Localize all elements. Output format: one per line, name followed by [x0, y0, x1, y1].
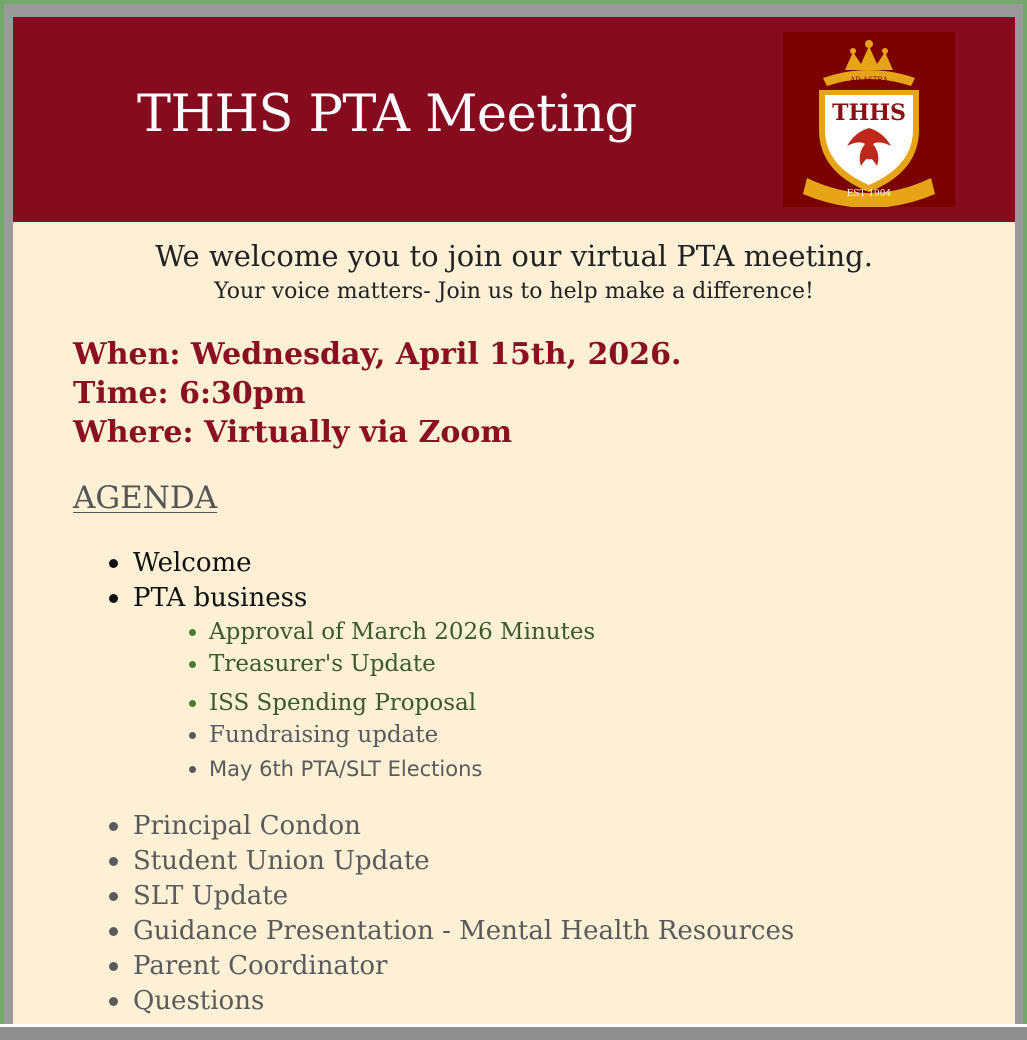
agenda-item-parent-coordinator: Parent Coordinator	[133, 951, 388, 981]
agenda-item-pta-business: PTA business	[133, 583, 308, 613]
agenda-item-principal: Principal Condon	[133, 811, 361, 841]
crest-motto: AD ASTRA	[850, 76, 888, 84]
crest-letters: THHS	[832, 100, 906, 126]
crest-banner: EST 1904	[846, 189, 892, 199]
sub-item-elections: May 6th PTA/SLT Elections	[209, 757, 483, 781]
sub-item-treasurer: Treasurer's Update	[209, 651, 436, 677]
meeting-when: When: Wednesday, April 15th, 2026.	[73, 337, 682, 372]
agenda-item-guidance: Guidance Presentation - Mental Health Resources	[133, 916, 795, 946]
bottom-edge	[0, 1024, 1027, 1040]
school-crest-icon	[783, 32, 955, 207]
sub-item-minutes: Approval of March 2026 Minutes	[209, 619, 596, 645]
agenda-item-student-union: Student Union Update	[133, 846, 430, 876]
page-title: THHS PTA Meeting	[137, 85, 637, 144]
meeting-details	[73, 335, 681, 452]
flyer-card	[13, 17, 1015, 1027]
agenda-item-questions: Questions	[133, 986, 265, 1016]
sub-item-fundraising: Fundraising update	[209, 722, 439, 748]
meeting-time: Time: 6:30pm	[73, 376, 306, 411]
meeting-where: Where: Virtually via Zoom	[73, 415, 513, 450]
welcome-text: We welcome you to join our virtual PTA meeting.	[155, 239, 873, 273]
agenda-item-welcome: Welcome	[133, 548, 252, 578]
agenda-heading: AGENDA	[73, 480, 218, 516]
tagline-text: Your voice matters- Join us to help make a difference!	[214, 279, 814, 304]
header-banner	[13, 17, 1015, 222]
agenda-item-slt: SLT Update	[133, 881, 289, 911]
sub-item-iss-proposal: ISS Spending Proposal	[209, 690, 477, 716]
